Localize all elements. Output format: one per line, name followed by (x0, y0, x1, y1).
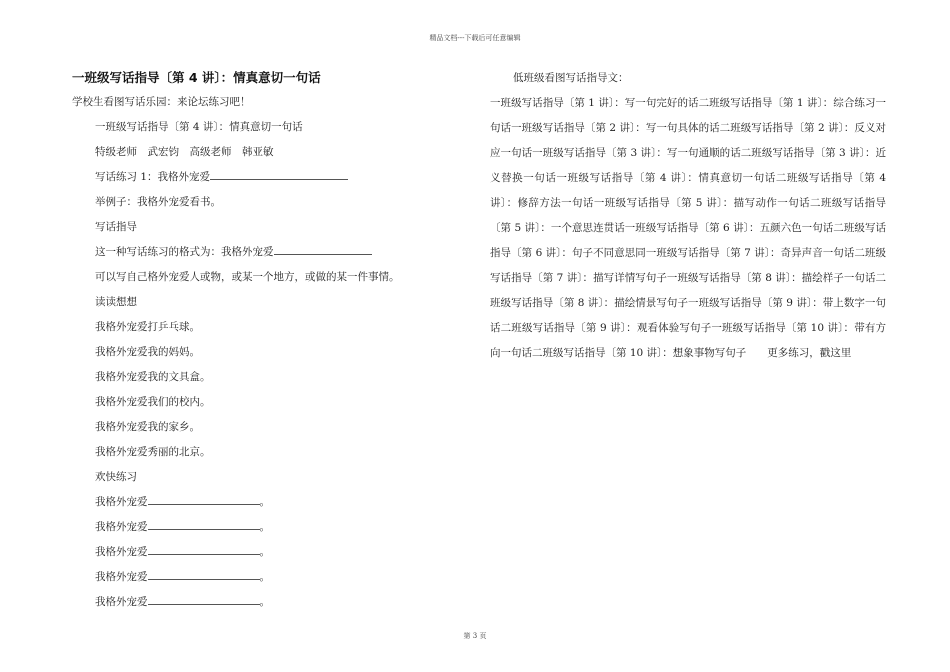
practice-heading: 欢快练习 (95, 471, 137, 483)
practice-prefix: 我格外宠爱 (95, 571, 148, 583)
practice-prefix: 我格外宠爱 (95, 521, 148, 533)
sample-sentence: 我格外宠爱我的文具盒。 (95, 371, 211, 383)
exercise-label: 写话练习 1：我格外宠爱 (95, 171, 211, 183)
guide-heading: 写话指导 (95, 221, 137, 233)
page-header: 精品文档---下载后可任意编辑 (429, 34, 521, 42)
page-number: 第 3 页 (463, 632, 487, 640)
sample-sentence: 我格外宠爱我们的校内。 (95, 396, 211, 408)
left-column (72, 66, 472, 615)
exercise-line (72, 165, 472, 190)
practice-suffix: 。 (259, 496, 270, 508)
sample-sentence: 我格外宠爱秀丽的北京。 (95, 446, 211, 458)
practice-blank (148, 567, 260, 580)
format-line (72, 240, 472, 265)
practice-line (72, 490, 472, 515)
intro-line: 学校生看图写话乐园：来论坛练习吧！ (72, 96, 251, 108)
format-label: 这一种写话练习的格式为：我格外宠爱 (95, 246, 274, 258)
practice-suffix: 。 (259, 596, 270, 608)
practice-prefix: 我格外宠爱 (95, 546, 148, 558)
practice-blank (148, 542, 260, 555)
guide-list-body: 一班级写话指导〔第 1 讲〕：写一句完好的话二班级写话指导〔第 1 讲〕：综合练习一句话一班级写话指导〔第 2 讲〕：写一句具体的话二班级写话指导〔第 2 讲〕：反义对应一句话一班级写话指导〔第 3 讲〕：写一句通顺的话二班级写话指导〔第 3 讲〕：近义替换一句话一班级写话指导〔第 4 讲〕：情真意切一句话二班级写话指导〔第 4 讲〕：修辞方法一句话一班级写话指导〔第 5 讲〕：描写动作一句话二班级写话指导〔第 5 讲〕：一个意思连贯话一班级写话指导〔第 6 讲〕：五颜六色一句话二班级写话指导〔第 6 讲〕：句子不同意思同一班级写话指导〔第 7 讲〕：奇异声音一句话二班级写话指导〔第 7 讲〕：描写详情写句子一班级写话指导〔第 8 讲〕：描绘样子一句话二班级写话指导〔第 8 讲〕：描绘情景写句子一班级写话指导〔第 9 讲〕：带上数字一句话二班级写话指导〔第 9 讲〕：观看体验写句子一班级写话指导〔第 10 讲〕：带有方向一句话二班级写话指导〔第 10 讲〕：想象事物写句子 更多练习，戳这里 (490, 97, 886, 359)
practice-suffix: 。 (259, 546, 270, 558)
practice-line (72, 565, 472, 590)
format-blank (274, 242, 372, 255)
sample-sentence: 我格外宠爱打乒乓球。 (95, 321, 200, 333)
practice-line (72, 540, 472, 565)
right-column (490, 66, 886, 366)
example-line: 举例子：我格外宠爱看书。 (95, 196, 221, 208)
sample-sentence: 我格外宠爱我的妈妈。 (95, 346, 200, 358)
practice-blank (148, 517, 260, 530)
practice-suffix: 。 (259, 571, 270, 583)
article-title: 一班级写话指导〔第 4 讲〕：情真意切一句话 (72, 70, 321, 85)
practice-prefix: 我格外宠爱 (95, 596, 148, 608)
practice-line (72, 515, 472, 540)
practice-blank (148, 492, 260, 505)
practice-prefix: 我格外宠爱 (95, 496, 148, 508)
practice-blank (148, 592, 260, 605)
practice-suffix: 。 (259, 521, 270, 533)
teachers-line: 特级老师 武宏钧 高级老师 韩亚敏 (95, 146, 274, 158)
guide-list-heading: 低班级看图写话指导文： (513, 72, 629, 84)
practice-line (72, 590, 472, 615)
read-heading: 读读想想 (95, 296, 137, 308)
article-subtitle: 一班级写话指导〔第 4 讲〕：情真意切一句话 (95, 121, 303, 133)
exercise-blank (210, 167, 348, 180)
format-note: 可以写自己格外宠爱人或物，或某一个地方，或做的某一件事情。 (95, 271, 400, 283)
sample-sentence: 我格外宠爱我的家乡。 (95, 421, 200, 433)
